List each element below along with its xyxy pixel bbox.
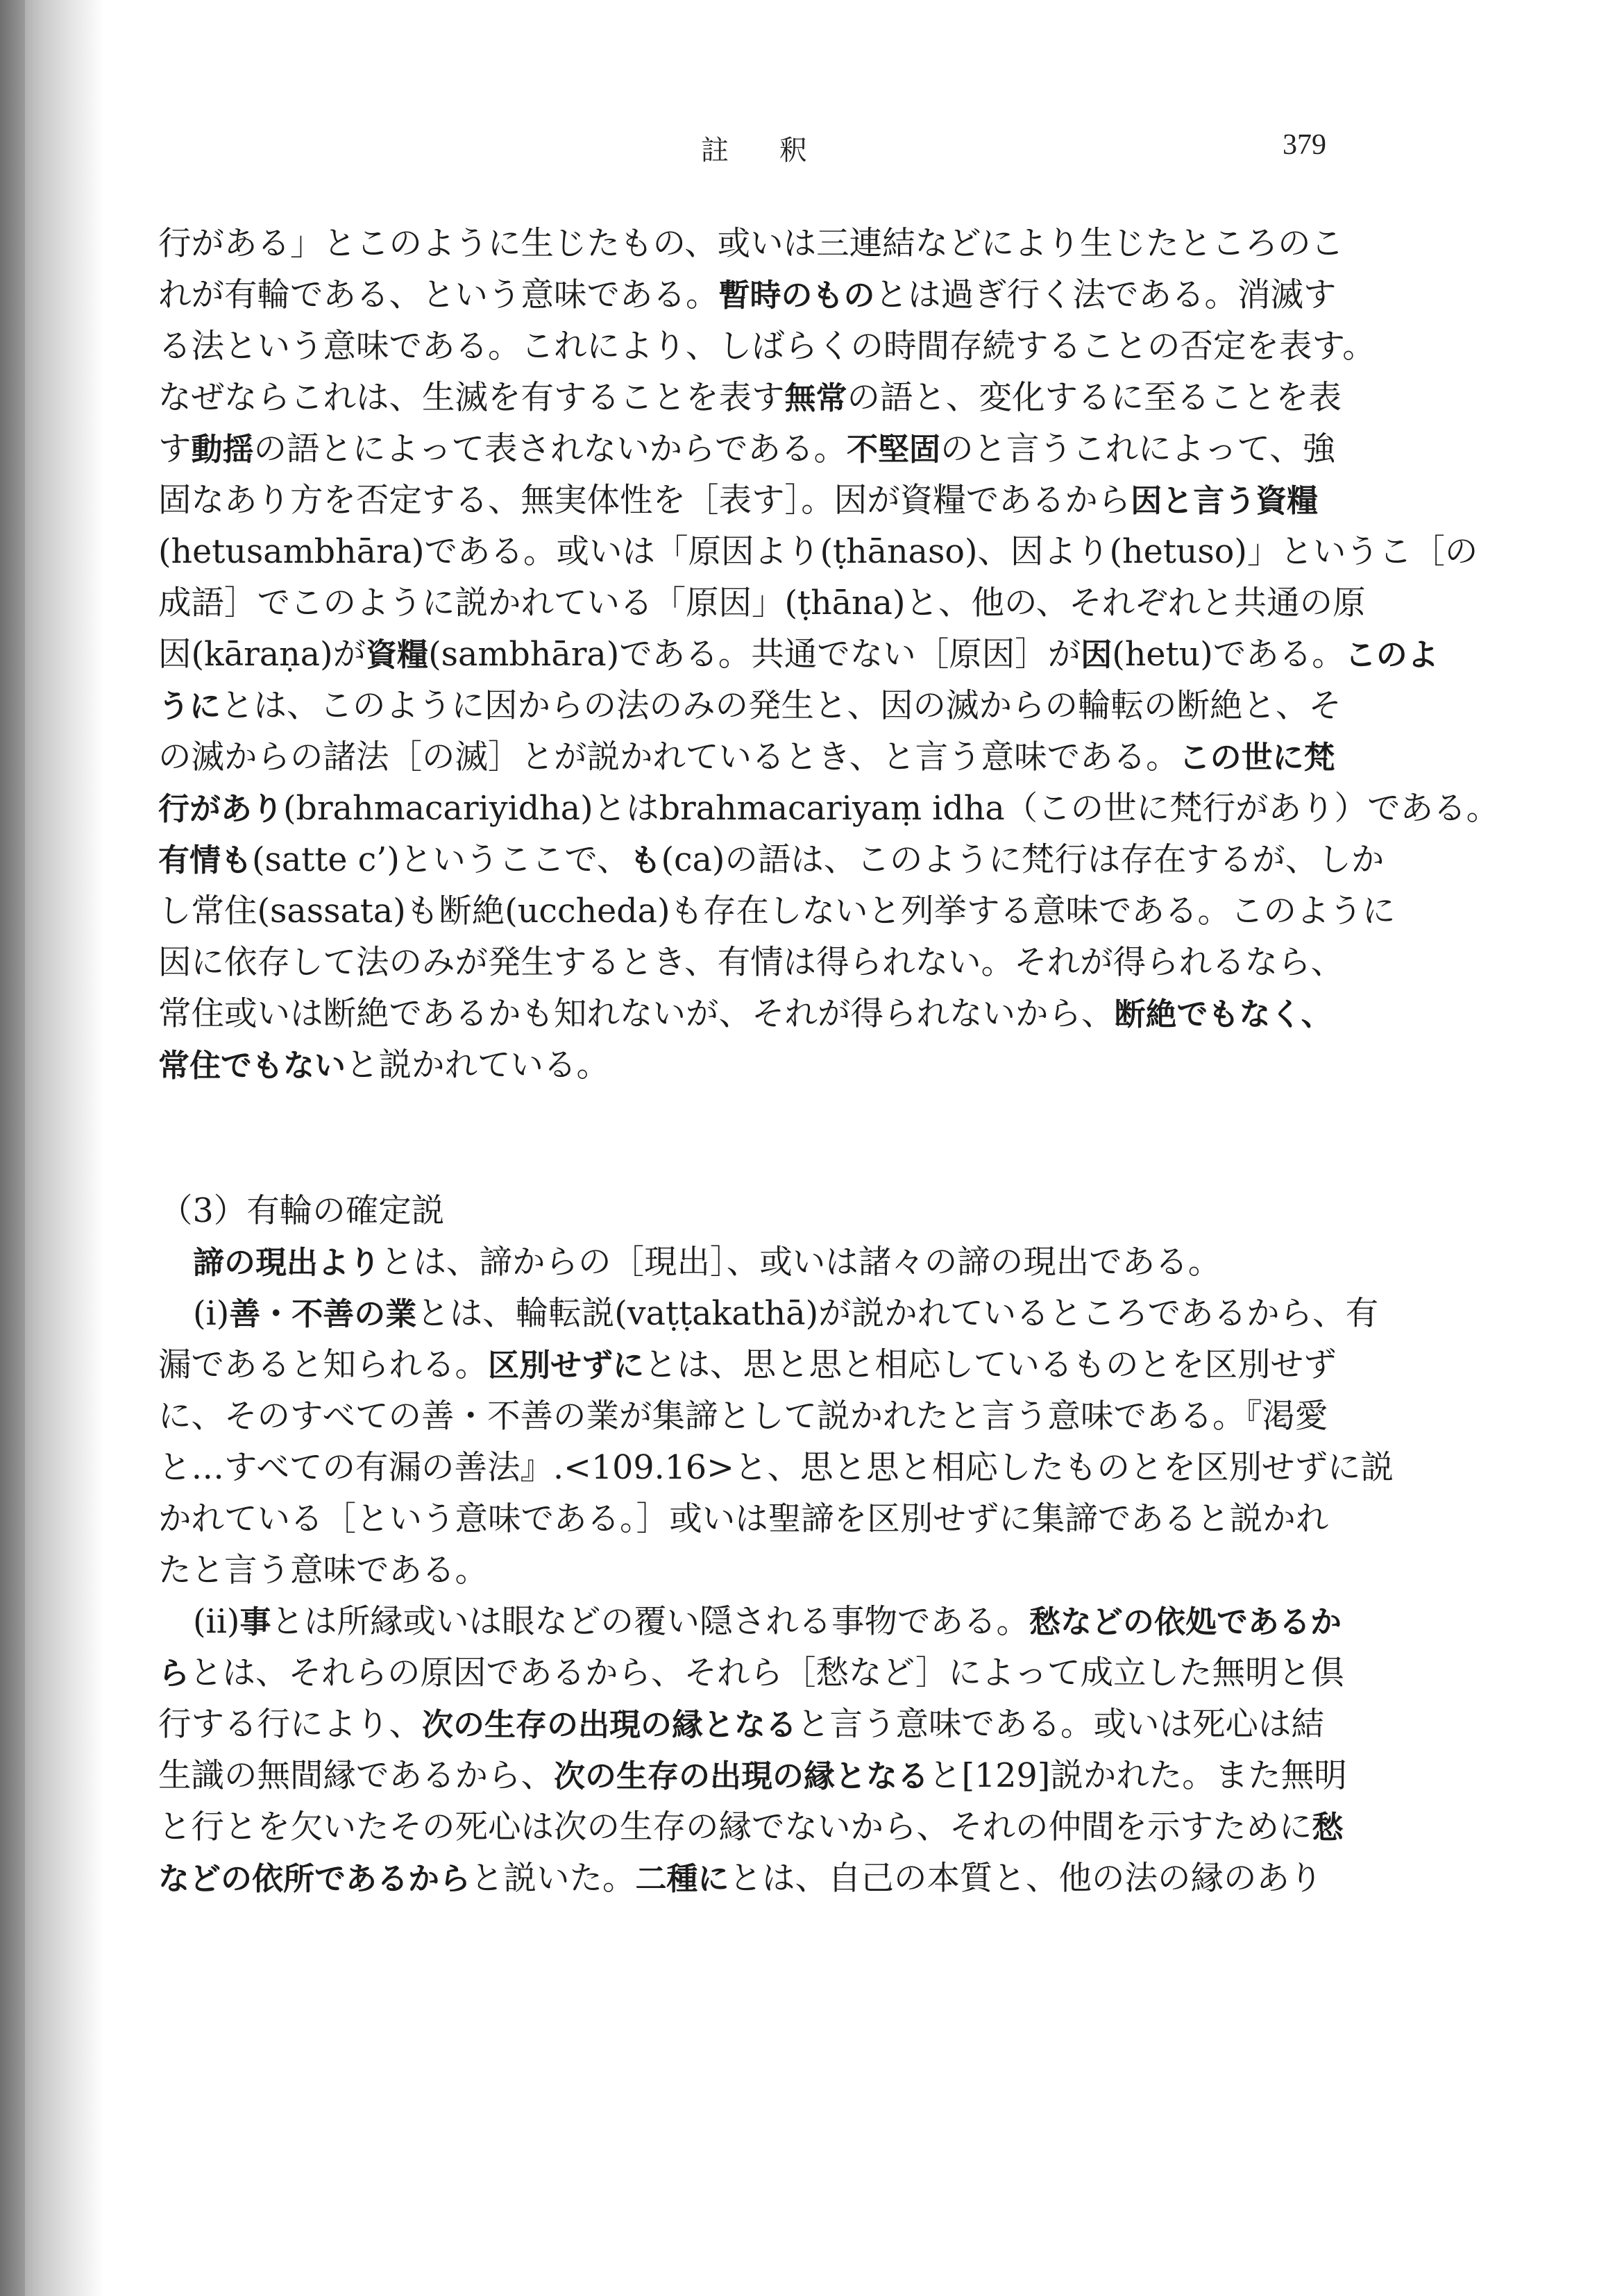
- bold-term: 善・不善の業: [229, 1295, 417, 1332]
- page-body: [158, 219, 1500, 1905]
- bold-term: 因と言う資糧: [1131, 482, 1319, 519]
- text-run: 因(kāraṇa)が: [158, 636, 366, 674]
- text-run: とは所縁或いは眼などの覆い隠される事物である。: [271, 1603, 1029, 1641]
- text-line: [158, 732, 1346, 783]
- text-run: る法という意味である。これにより、しばらくの時間存続することの否定を表す。: [158, 328, 1376, 366]
- text-line: [158, 1289, 1379, 1340]
- bold-term: 断絶でもなく、: [1114, 996, 1333, 1032]
- bold-term: などの依所であるから: [158, 1860, 471, 1897]
- text-run: 行がある」とこのように生じたもの、或いは三連結などにより生じたところのこ: [158, 225, 1344, 263]
- text-run: (sambhāra)である。共通でない［原因］が: [428, 636, 1081, 674]
- text-run: と説いた。: [471, 1860, 636, 1898]
- text-run: の語とによって表されないからである。: [253, 430, 847, 468]
- text-line: [158, 835, 1385, 886]
- text-run: のと言うこれによって、強: [940, 430, 1336, 468]
- text-run: (ca)の語は、このように梵行は存在するが、しか: [661, 841, 1385, 879]
- text-run: と[129]説かれた。また無明: [929, 1757, 1347, 1795]
- text-line: [158, 1597, 1346, 1648]
- text-run: と言う意味である。或いは死心は結: [797, 1706, 1325, 1744]
- bold-term: この世に梵: [1178, 739, 1335, 776]
- text-line: [158, 270, 1346, 321]
- text-run: とは過ぎ行く法である。消滅す: [874, 276, 1337, 314]
- bold-term: 動揺: [191, 431, 254, 468]
- text-run: (hetusambhāra)である。或いは「原因より(ṭhānaso)、因より(hetuso)」というこ［の: [158, 533, 1478, 571]
- bold-term: ら: [158, 1655, 190, 1692]
- text-line: [158, 886, 1396, 937]
- text-line: [158, 629, 1439, 681]
- text-run: (i): [193, 1295, 230, 1333]
- text-line: [158, 989, 1346, 1040]
- text-run: とは、輪転説(vaṭṭakathā)が説かれているところであるから、有: [416, 1295, 1379, 1333]
- bold-term: 愁: [1312, 1809, 1344, 1846]
- text-run: (satte c’)というここで、: [252, 841, 630, 879]
- text-run: とは、諦からの［現出］、或いは諸々の諦の現出である。: [380, 1243, 1221, 1282]
- text-run: 固なあり方を否定する、無実体性を［表す］。因が資糧であるから: [158, 482, 1131, 520]
- text-run: と行とを欠いたその死心は次の生存の縁でないから、それの仲間を示すために: [158, 1808, 1312, 1846]
- text-run: の語と、変化するに至ることを表: [847, 379, 1342, 417]
- text-line: [158, 1648, 1346, 1699]
- section-body: [158, 1237, 1394, 1905]
- bold-term: 有情も: [158, 842, 253, 878]
- text-line: [158, 1751, 1346, 1802]
- text-line: [158, 578, 1366, 629]
- text-line: [158, 1802, 1346, 1853]
- running-title: 註 釈: [701, 135, 828, 167]
- text-line: [158, 1040, 1346, 1091]
- bold-term: 暫時のもの: [718, 277, 875, 314]
- text-line: [158, 1237, 1346, 1289]
- text-line: [158, 1545, 1346, 1597]
- text-run: 漏であると知られる。: [158, 1346, 488, 1384]
- text-run: 行する行により、: [158, 1706, 422, 1744]
- text-line: [158, 1443, 1394, 1494]
- bold-term: うに: [158, 688, 221, 724]
- bold-term: 無常: [784, 380, 847, 416]
- text-line: [158, 424, 1346, 475]
- bold-term: 次の生存の出現の縁となる: [554, 1758, 929, 1794]
- bold-term: このよ: [1344, 636, 1439, 673]
- text-line: [158, 783, 1500, 835]
- text-run: (ii): [193, 1603, 240, 1641]
- text-line: [158, 527, 1478, 578]
- text-line: [158, 681, 1346, 732]
- text-run: とは、思と思と相応しているものとを区別せず: [644, 1346, 1337, 1384]
- text-line: [158, 1699, 1346, 1751]
- bold-term: 次の生存の出現の縁となる: [422, 1706, 797, 1743]
- text-run: と説かれている。: [346, 1046, 610, 1085]
- text-run: (hetu)である。: [1112, 636, 1345, 674]
- bold-term: 因: [1081, 636, 1113, 673]
- text-run: す: [158, 430, 192, 468]
- text-line: [158, 1391, 1346, 1443]
- bold-term: 二種に: [635, 1860, 729, 1897]
- text-line: [158, 321, 1376, 373]
- text-run: かれている［という意味である。］或いは聖諦を区別せずに集諦であると説かれ: [158, 1500, 1329, 1538]
- text-line: [158, 1853, 1346, 1905]
- text-run: たと言う意味である。: [158, 1551, 488, 1590]
- text-run: とは、自己の本質と、他の法の縁のあり: [729, 1860, 1323, 1898]
- text-run: 生識の無間縁であるから、: [158, 1757, 554, 1795]
- text-run: と…すべての有漏の善法』.<109.16>と、思と思と相応したものとを区別せずに説: [158, 1449, 1394, 1487]
- bold-term: 諦の現出より: [193, 1244, 381, 1281]
- bold-term: 資糧: [366, 636, 429, 673]
- text-line: [158, 937, 1346, 989]
- section-gap: [158, 1091, 1346, 1186]
- text-run: 因に依存して法のみが発生するとき、有情は得られない。それが得られるなら、: [158, 944, 1344, 982]
- text-run: とは、それらの原因であるから、それら［愁など］によって成立した無明と倶: [189, 1654, 1344, 1692]
- bold-term: 事: [239, 1604, 271, 1640]
- bold-term: 不堅固: [847, 431, 941, 468]
- book-binding-edge: [0, 0, 25, 2296]
- text-run: に、そのすべての善・不善の業が集諦として説かれたと言う意味である。『渇愛: [158, 1397, 1328, 1436]
- text-run: の滅からの諸法［の滅］とが説かれているとき、と言う意味である。: [158, 738, 1179, 776]
- text-line: [158, 1340, 1346, 1391]
- text-line: [158, 219, 1346, 270]
- text-run: 常住或いは断絶であるかも知れないが、それが得られないから、: [158, 995, 1115, 1033]
- paragraph-commentary: [158, 219, 1500, 1091]
- text-run: (brahmacariyidha)とはbrahmacariyaṃ idha（この世に梵行があり）である。: [283, 790, 1500, 828]
- text-run: れが有輪である、という意味である。: [158, 276, 719, 314]
- page-number: 379: [1283, 129, 1326, 161]
- text-line: [158, 475, 1346, 527]
- text-run: し常住(sassata)も断絶(uccheda)も存在しないと列挙する意味である。このように: [158, 892, 1396, 930]
- bold-term: 行があり: [158, 790, 284, 827]
- text-line: [158, 373, 1346, 424]
- bold-term: 常住でもない: [158, 1047, 346, 1084]
- text-line: [158, 1494, 1346, 1545]
- bold-term: 愁などの依処であるか: [1029, 1604, 1342, 1640]
- text-run: 成語］でこのように説かれている「原因」(ṭhāna)と、他の、それぞれと共通の原: [158, 584, 1366, 622]
- section-heading: （3）有輪の確定説: [160, 1192, 445, 1230]
- text-run: なぜならこれは、生滅を有することを表す: [158, 379, 785, 417]
- text-run: とは、このように因からの法のみの発生と、因の滅からの輪転の断絶と、そ: [221, 687, 1342, 725]
- bold-term: 区別せずに: [488, 1347, 645, 1384]
- bold-term: も: [629, 842, 661, 878]
